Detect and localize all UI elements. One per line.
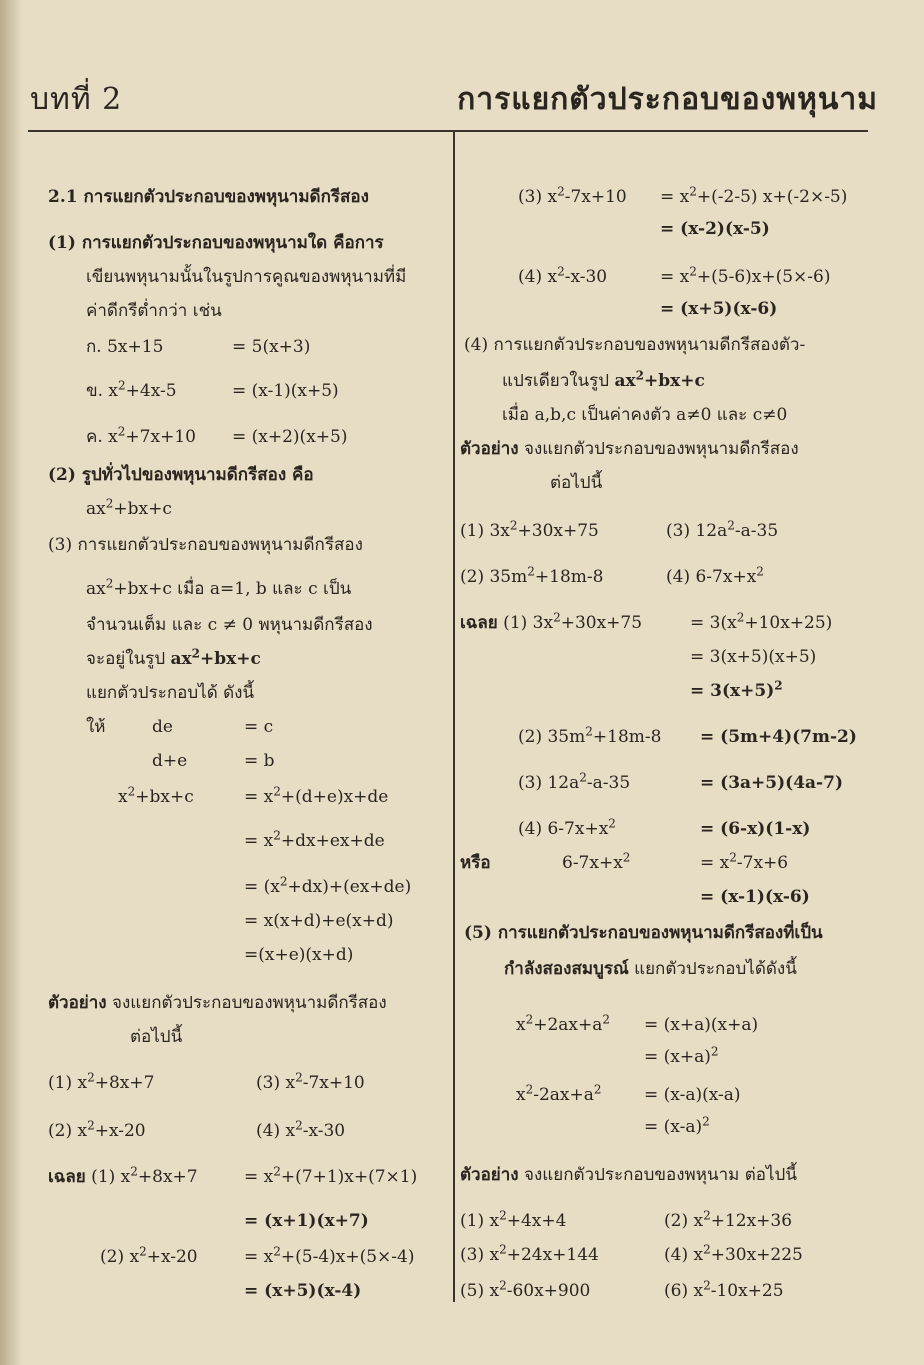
left-text-line: = (x+2)(x+5) xyxy=(232,427,348,447)
chapter-label: บทที่ 2 xyxy=(30,82,123,117)
left-text-line: = (x+5)(x-4) xyxy=(244,1281,362,1301)
left-text-line: 2.1 การแยกตัวประกอบของพหุนามดีกรีสอง xyxy=(48,187,369,207)
left-text-line: (2) $x^2+x-20$ xyxy=(100,1244,198,1267)
right-text-line: = $x^2+(-2-5)$ x+(-2×-5) xyxy=(660,184,848,207)
right-text-line: ตัวอย่าง จงแยกตัวประกอบของพหุนามดีกรีสอง xyxy=(460,439,799,459)
left-text-line: = $x^2+(5-4)x+(5\times-4)$ xyxy=(244,1244,415,1267)
right-text-line: (5) $x^2-60x+900$ xyxy=(460,1278,591,1301)
right-text-line: แปรเดียวในรูป $ax^2+bx+c$ xyxy=(502,368,705,391)
left-text-line: = (x-1)(x+5) xyxy=(232,381,339,401)
left-text-line: แยกตัวประกอบได้ ดังนี้ xyxy=(86,683,255,703)
left-text-line: (1) การแยกตัวประกอบของพหุนามใด คือการ xyxy=(48,233,384,253)
left-text-line: = $x^2+(d+e)x+de$ xyxy=(244,784,389,807)
right-text-line: (2) $x^2+12x+36$ xyxy=(664,1208,793,1231)
right-text-line: = $3(x^2+10x+25)$ xyxy=(690,610,833,633)
left-text-line: $ax^2+bx+c$ xyxy=(86,496,172,519)
right-text-line: = (5m+4)(7m-2) xyxy=(700,727,857,747)
left-text-line: ให้ xyxy=(86,717,106,737)
right-text-line: = $(x-a)^2$ xyxy=(644,1114,710,1137)
left-text-line: = c xyxy=(244,717,274,737)
left-text-line: (2) $x^2+x-20$ xyxy=(48,1118,146,1141)
chapter-title: การแยกตัวประกอบของพหุนาม xyxy=(457,82,878,117)
left-text-line: ต่อไปนี้ xyxy=(130,1027,183,1047)
left-text-line: ก. 5x+15 xyxy=(86,337,164,357)
right-text-line: = (x+a)(x+a) xyxy=(644,1015,759,1035)
left-text-line: = $(x^2+dx)+(ex+de)$ xyxy=(244,874,412,897)
right-text-line: (1) $3x^2+30x+75$ xyxy=(460,518,599,541)
right-text-line: (3) $12a^2-a-35$ xyxy=(666,518,779,541)
right-text-line: ต่อไปนี้ xyxy=(550,473,603,493)
right-text-line: (4) $6-7x+x^2$ xyxy=(666,564,764,587)
binding-shadow xyxy=(0,0,22,1365)
right-text-line: (4) $x^2+30x+225$ xyxy=(664,1242,803,1265)
left-text-line: = b xyxy=(244,751,275,771)
left-text-line: = 5(x+3) xyxy=(232,337,311,357)
left-text-line: $ax^2+bx+c$ เมื่อ a=1, b และ c เป็น xyxy=(86,576,352,599)
left-text-line: เฉลย (1) $x^2+8x+7$ xyxy=(48,1164,198,1187)
right-text-line: (1) $x^2+4x+4$ xyxy=(460,1208,567,1231)
right-text-line: ตัวอย่าง จงแยกตัวประกอบของพหุนาม ต่อไปนี้ xyxy=(460,1165,797,1185)
right-text-line: = $x^2-7x+6$ xyxy=(700,850,789,873)
right-text-line: = (x-1)(x-6) xyxy=(700,887,810,907)
left-text-line: $x^2+bx+c$ xyxy=(118,784,194,807)
right-text-line: = (3a+5)(4a-7) xyxy=(700,773,843,793)
left-text-line: = x(x+d)+e(x+d) xyxy=(244,911,394,931)
right-text-line: = (x-a)(x-a) xyxy=(644,1085,741,1105)
right-text-line: หรือ xyxy=(460,853,491,873)
right-text-line: (5) การแยกตัวประกอบของพหุนามดีกรีสองที่เป็น xyxy=(464,923,823,943)
right-text-line: = (6-x)(1-x) xyxy=(700,819,811,839)
left-text-line: (4) $x^2-x-30$ xyxy=(256,1118,346,1141)
right-text-line: = $x^2+(5-6)x+(5\times-6)$ xyxy=(660,264,831,287)
right-text-line: เฉลย (1) $3x^2+30x+75$ xyxy=(460,610,643,633)
right-text-line: = (x-2)(x-5) xyxy=(660,219,770,239)
left-text-line: (2) รูปทั่วไปของพหุนามดีกรีสอง คือ xyxy=(48,465,314,485)
right-text-line: (6) $x^2-10x+25$ xyxy=(664,1278,784,1301)
right-text-line: กำลังสองสมบูรณ์ แยกตัวประกอบได้ดังนี้ xyxy=(504,959,797,979)
left-text-line: de xyxy=(152,717,173,737)
right-text-line: (2) $35m^2+18m-8$ xyxy=(518,724,662,747)
column-divider xyxy=(453,132,455,1302)
right-text-line: เมื่อ a,b,c เป็นค่าคงตัว a≠0 และ c≠0 xyxy=(502,405,788,425)
right-text-line: $x^2+2ax+a^2$ xyxy=(516,1012,611,1035)
left-text-line: = $x^2+dx+ex+de$ xyxy=(244,828,385,851)
left-text-line: (3) $x^2-7x+10$ xyxy=(256,1070,365,1093)
left-text-line: ค่าดีกรีต่ำกว่า เช่น xyxy=(86,301,222,321)
right-text-line: = (x+5)(x-6) xyxy=(660,299,778,319)
left-text-line: (3) การแยกตัวประกอบของพหุนามดีกรีสอง xyxy=(48,535,363,555)
left-text-line: =(x+e)(x+d) xyxy=(244,945,354,965)
left-text-line: จะอยู่ในรูป $ax^2+bx+c$ xyxy=(86,646,261,669)
left-text-line: เขียนพหุนามนั้นในรูปการคูณของพหุนามที่มี xyxy=(86,267,407,287)
left-text-line: = (x+1)(x+7) xyxy=(244,1211,369,1231)
left-text-line: = $x^2+(7+1)x+(7\times 1)$ xyxy=(244,1164,418,1187)
right-text-line: (2) $35m^2+18m-8$ xyxy=(460,564,604,587)
right-text-line: (4) $x^2-x-30$ xyxy=(518,264,608,287)
left-text-line: ค. $x^2+7x+10$ xyxy=(86,424,196,447)
left-text-line: จำนวนเต็ม และ c ≠ 0 พหุนามดีกรีสอง xyxy=(86,615,373,635)
right-text-line: = $3(x+5)^2$ xyxy=(690,678,783,701)
left-text-line: ข. $x^2+4x-5$ xyxy=(86,378,177,401)
right-text-line: = $(x+a)^2$ xyxy=(644,1044,719,1067)
right-text-line: (4) การแยกตัวประกอบของพหุนามดีกรีสองตัว- xyxy=(464,335,806,355)
right-text-line: = 3(x+5)(x+5) xyxy=(690,647,817,667)
right-text-line: $x^2-2ax+a^2$ xyxy=(516,1082,602,1105)
header-rule xyxy=(28,130,868,132)
left-text-line: d+e xyxy=(152,751,188,771)
left-text-line: (1) $x^2+8x+7$ xyxy=(48,1070,155,1093)
right-text-line: (4) $6-7x+x^2$ xyxy=(518,816,616,839)
left-text-line: ตัวอย่าง จงแยกตัวประกอบของพหุนามดีกรีสอง xyxy=(48,993,387,1013)
right-text-line: (3) $x^2-7x+10$ xyxy=(518,184,627,207)
right-text-line: $6-7x+x^2$ xyxy=(562,850,631,873)
right-text-line: (3) $x^2+24x+144$ xyxy=(460,1242,599,1265)
right-text-line: (3) $12a^2-a-35$ xyxy=(518,770,631,793)
